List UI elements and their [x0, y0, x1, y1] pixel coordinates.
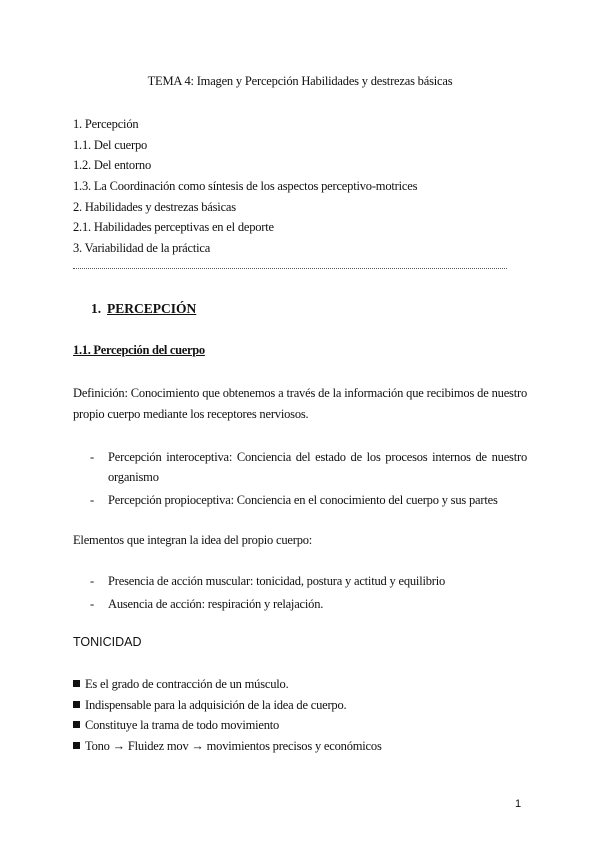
subsection-heading: 1.1. Percepción del cuerpo	[73, 343, 205, 357]
toc-item: 1.1. Del cuerpo	[73, 137, 148, 152]
dotted-divider	[73, 268, 507, 269]
toc-item: 2.1. Habilidades perceptivas en el deporte	[73, 220, 274, 235]
list-item-text: Tono → Fluidez mov → movimientos precisos y económicos	[85, 739, 382, 754]
document-title: TEMA 4: Imagen y Percepción Habilidades y destrezas básicas	[147, 74, 453, 88]
toc-item: 1.3. La Coordinación como síntesis de los aspectos perceptivo-motrices	[73, 179, 418, 194]
elements-list	[73, 571, 527, 617]
list-item	[73, 695, 382, 716]
square-bullet-icon	[73, 680, 80, 687]
list-item	[73, 715, 382, 736]
dash-bullet: -	[90, 597, 94, 611]
list-item	[73, 594, 527, 614]
list-item	[73, 490, 527, 510]
list-item	[73, 674, 382, 695]
list-item-text: Indispensable para la adquisición de la idea de cuerpo.	[85, 697, 347, 712]
list-item-text: Ausencia de acción: respiración y relajación.	[108, 597, 324, 611]
list-item	[73, 571, 527, 591]
list-item-text: Percepción propioceptiva: Conciencia en el conocimiento del cuerpo y sus partes	[108, 493, 498, 507]
toc-item: 2. Habilidades y destrezas básicas	[73, 199, 236, 214]
table-of-contents	[73, 114, 417, 259]
section-heading	[91, 301, 196, 317]
toc-item: 1.2. Del entorno	[73, 158, 152, 173]
list-item-text: Presencia de acción muscular: tonicidad, postura y actitud y equilibrio	[108, 574, 446, 588]
square-bullet-icon	[73, 742, 80, 749]
list-item	[73, 447, 527, 487]
list-item-text: Constituye la trama de todo movimiento	[85, 718, 280, 733]
page-number: 1	[515, 798, 522, 810]
toc-item: 1. Percepción	[73, 117, 139, 131]
list-item-text: Es el grado de contracción de un músculo.	[85, 677, 289, 691]
tonicidad-heading: TONICIDAD	[73, 635, 142, 649]
list-item	[73, 736, 382, 757]
section-title: PERCEPCIÓN	[107, 301, 197, 316]
list-item-text: Percepción interoceptiva: Conciencia del estado de los procesos internos de nuestro organismo	[108, 450, 527, 484]
perception-types-list	[73, 447, 527, 513]
section-number: 1.	[91, 301, 102, 316]
elements-intro: Elementos que integran la idea del propio cuerpo:	[73, 533, 313, 547]
dash-bullet: -	[90, 574, 94, 588]
toc-item: 3. Variabilidad de la práctica	[73, 241, 211, 256]
dash-bullet: -	[90, 493, 94, 507]
dash-bullet: -	[90, 450, 94, 464]
square-bullet-icon	[73, 701, 80, 708]
definition-paragraph: Definición: Conocimiento que obtenemos a través de la información que recibimos de nuestro propio cuerpo mediante los receptores nerviosos.	[73, 386, 527, 421]
square-bullet-icon	[73, 721, 80, 728]
tonicidad-list	[73, 674, 382, 757]
